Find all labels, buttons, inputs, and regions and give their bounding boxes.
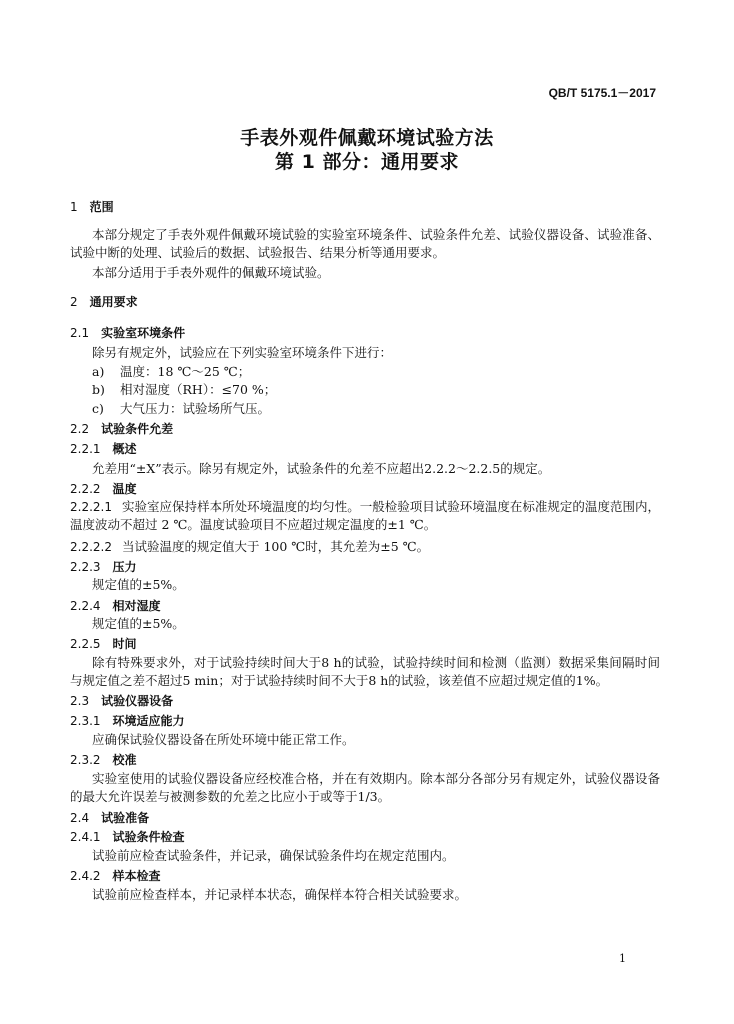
paragraph: 本部分规定了手表外观件佩戴环境试验的实验室环境条件、试验条件允差、试验仪器设备、试验准备、试验中断的处理、试验后的数据、试验报告、结果分析等通用要求。 bbox=[70, 227, 660, 260]
section-heading-2-3-2 bbox=[70, 751, 137, 768]
section-number: 2 bbox=[70, 295, 78, 309]
list-item bbox=[92, 363, 250, 381]
section-heading-2-2-3 bbox=[70, 558, 137, 575]
section-title: 试验仪器设备 bbox=[101, 694, 174, 708]
list-text: 大气压力：试验场所气压。 bbox=[120, 401, 271, 416]
section-number: 2.4.2 bbox=[70, 869, 101, 883]
paragraph: 试验前应检查试验条件，并记录，确保试验条件均在规定范围内。 bbox=[92, 848, 455, 863]
paragraph: 实验室使用的试验仪器设备应经校准合格，并在有效期内。除本部分各部分另有规定外，试验仪器设备的最大允许误差与被测参数的允差之比应小于或等于1/3。 bbox=[70, 771, 660, 804]
section-heading-2-2-1 bbox=[70, 440, 137, 457]
section-title: 通用要求 bbox=[89, 295, 138, 309]
paragraph: 除另有规定外，试验应在下列实验室环境条件下进行： bbox=[92, 345, 393, 360]
standard-code: QB/T 5175.1－2017 bbox=[548, 86, 656, 100]
section-heading-2 bbox=[70, 293, 138, 310]
section-heading-2-2-5 bbox=[70, 635, 137, 652]
section-title: 试验准备 bbox=[101, 811, 150, 825]
clause-text: 实验室应保持样本所处环境温度的均匀性。一般检验项目试验环境温度在标准规定的温度范围内，温度波动不超过 2 ℃。温度试验项目不应超过规定温度的±1 ℃。 bbox=[70, 499, 660, 532]
list-item bbox=[92, 400, 270, 418]
section-number: 2.2.1 bbox=[70, 442, 101, 456]
section-heading-2-3 bbox=[70, 692, 173, 709]
section-heading-2-4-2 bbox=[70, 867, 161, 884]
section-title: 时间 bbox=[112, 637, 137, 651]
section-heading-2-4 bbox=[70, 809, 149, 826]
paragraph bbox=[70, 498, 660, 534]
list-marker: b) bbox=[92, 382, 105, 397]
paragraph bbox=[70, 538, 660, 556]
section-number: 2.2.4 bbox=[70, 599, 101, 613]
section-number: 2.4 bbox=[70, 811, 90, 825]
section-title: 环境适应能力 bbox=[112, 714, 185, 728]
list-text: 相对湿度（RH）：≤70 %； bbox=[120, 382, 277, 397]
section-title: 温度 bbox=[112, 482, 137, 496]
section-title: 校准 bbox=[112, 753, 137, 767]
section-number: 2.3.1 bbox=[70, 714, 101, 728]
list-text: 温度：18 ℃～25 ℃； bbox=[120, 364, 251, 379]
paragraph: 规定值的±5%。 bbox=[92, 577, 185, 592]
section-heading-2-4-1 bbox=[70, 828, 185, 845]
section-heading-2-3-1 bbox=[70, 712, 185, 729]
section-heading-2-2-4 bbox=[70, 597, 161, 614]
section-title: 相对湿度 bbox=[112, 599, 161, 613]
section-number: 2.3 bbox=[70, 694, 90, 708]
section-number: 2.2.3 bbox=[70, 560, 101, 574]
clause-text: 当试验温度的规定值大于 100 ℃时，其允差为±5 ℃。 bbox=[121, 539, 430, 554]
section-number: 2.2.2 bbox=[70, 482, 101, 496]
section-title: 试验条件允差 bbox=[101, 422, 174, 436]
list-marker: a) bbox=[92, 364, 105, 379]
clause-number: 2.2.2.2 bbox=[70, 540, 112, 554]
section-title: 概述 bbox=[112, 442, 137, 456]
section-number: 2.2 bbox=[70, 422, 90, 436]
section-number: 1 bbox=[70, 200, 78, 214]
section-heading-2-1 bbox=[70, 324, 185, 341]
section-number: 2.1 bbox=[70, 326, 90, 340]
section-number: 2.2.5 bbox=[70, 637, 101, 651]
section-title: 压力 bbox=[112, 560, 137, 574]
section-title: 范围 bbox=[89, 200, 114, 214]
paragraph: 除有特殊要求外，对于试验持续时间大于8 h的试验，试验持续时间和检测（监测）数据采集间隔时间与规定值之差不超过5 min；对于试验持续时间不大于8 h的试验，该差值不应超过规定值的1%。 bbox=[70, 655, 660, 688]
document-title: 手表外观件佩戴环境试验方法 bbox=[240, 127, 494, 149]
paragraph: 规定值的±5%。 bbox=[92, 616, 185, 631]
list-item bbox=[92, 381, 276, 399]
document-subtitle: 第 1 部分：通用要求 bbox=[275, 151, 459, 173]
section-title: 试验条件检查 bbox=[112, 830, 185, 844]
paragraph: 试验前应检查样本，并记录样本状态，确保样本符合相关试验要求。 bbox=[92, 887, 468, 902]
section-heading-2-2 bbox=[70, 420, 173, 437]
section-number: 2.3.2 bbox=[70, 753, 101, 767]
page-number: 1 bbox=[619, 952, 626, 965]
section-title: 实验室环境条件 bbox=[101, 326, 186, 340]
section-title: 样本检查 bbox=[112, 869, 161, 883]
list-marker: c) bbox=[92, 401, 104, 416]
section-number: 2.4.1 bbox=[70, 830, 101, 844]
section-heading-1 bbox=[70, 198, 114, 215]
section-heading-2-2-2 bbox=[70, 480, 137, 497]
clause-number: 2.2.2.1 bbox=[70, 500, 112, 514]
paragraph: 本部分适用于手表外观件的佩戴环境试验。 bbox=[92, 265, 330, 280]
paragraph: 应确保试验仪器设备在所处环境中能正常工作。 bbox=[92, 732, 355, 747]
paragraph: 允差用“±X”表示。除另有规定外，试验条件的允差不应超出2.2.2～2.2.5的规定。 bbox=[92, 461, 551, 476]
